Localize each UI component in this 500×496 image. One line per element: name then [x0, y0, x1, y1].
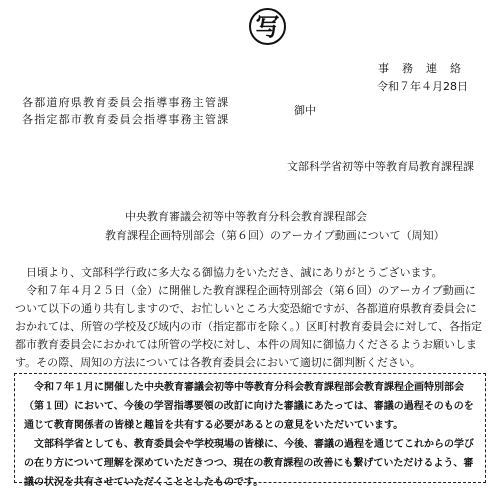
body-paragraph-1: 日頃より、文部科学行政に多大なる御協力をいただき、誠にありがとうございます。 [26, 266, 443, 279]
title-line-1: 中央教育審議会初等中等教育分科会教育課程部会 [125, 210, 367, 223]
title-line-2: 教育課程企画特別部会（第６回）のアーカイブ動画について（周知） [105, 229, 445, 242]
body-paragraph-2: 令和７年４月２５日（金）に開催した教育課程企画特別部会（第６回）のアーカイブ動画について以下の通り共有しますので、お忙しいところ大変恐縮ですが、各都道府県教育委員会におかれては、所管の学校及び域内の市（指定都市を除く。）区町村教育委員会に対して、各指定都市教育委員会におかれては所管の学校に対し、本件の周知に御協力くださるようお願いします。その際、周知の方法については各教育委員会において適切に御判断ください。 [15, 284, 483, 369]
notice-paragraph-1: 令和７年１月に開催した中央教育審議会初等中等教育分科会教育課程部会教育課程企画特別部会（第１回）において、今後の学習指導要領の改訂に向けた審議にあたっては、審議の過程そのものを通じて教育関係者の皆様と趣旨を共有する必要があるとの意見をいただいています。 [24, 382, 474, 431]
honorific: 御中 [294, 104, 316, 117]
document-date: 令和７年４月28日 [377, 80, 468, 93]
notice-paragraph-2: 文部科学省としても、教育委員会や学校現場の皆様に、今後、審議の過程を通じてこれからの学びの在り方について理解を深めていただきつつ、現在の教育課程の改善にも繋げていただけるよう、審議の状況を共有させていただくこととしたものです。 [24, 439, 474, 488]
doc-type-label: 事 務 連 絡 [378, 62, 462, 75]
copy-stamp-icon: 写 [249, 8, 286, 45]
recipient-2: 各指定都市教育委員会指導事務主管課 [22, 113, 230, 126]
sender-department: 文部科学省初等中等教育局教育課程課 [287, 160, 474, 173]
recipient-1: 各都道府県教育委員会指導事務主管課 [22, 96, 230, 109]
notice-box [14, 373, 486, 488]
